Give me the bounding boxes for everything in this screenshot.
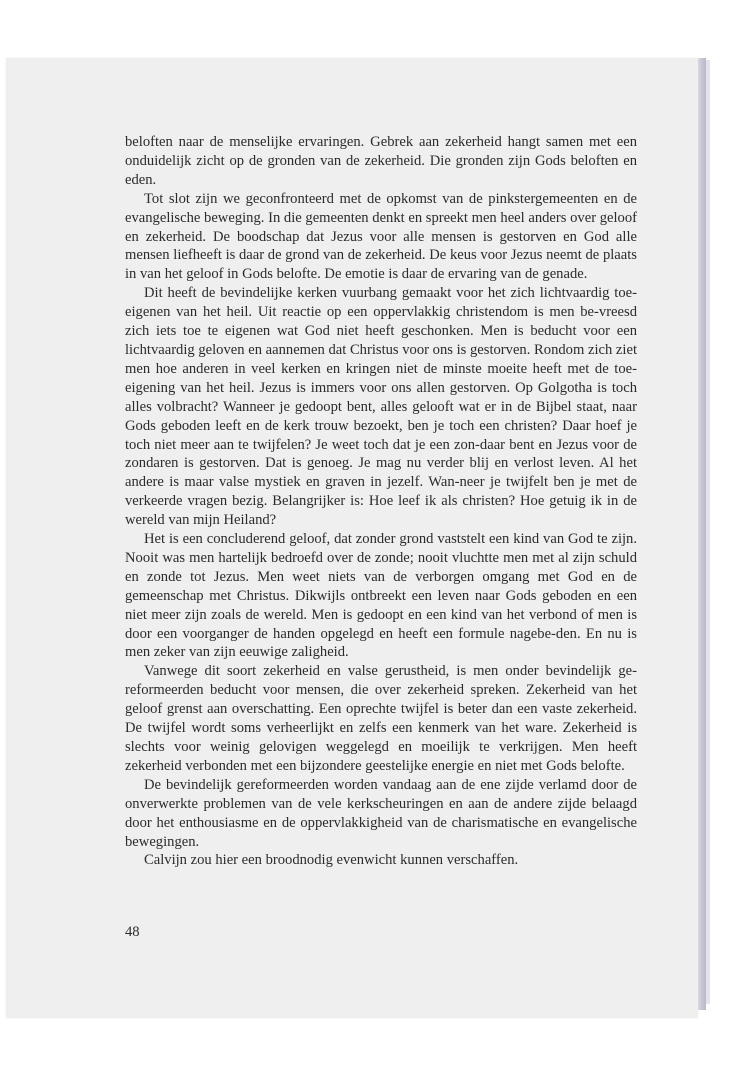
paragraph-4: Het is een concluderend geloof, dat zonder grond vaststelt een kind van God te zijn. Nooit was men hartelijk bedroefd over de zonde; nooit vluchtte men met al zijn schuld en zonde tot Jezus. Men weet niets van de verborgen omgang met God en de gemeenschap met Christus. Dikwijls ontbreekt een leven naar Gods geboden en een niet meer zijn zoals de wereld. Men is gedoopt en een kind van het verbond of men is door een voorganger de handen opgelegd en heeft een formule nagebe-den. En nu is men zeker van zijn eeuwige zaligheid. (125, 531, 637, 661)
body-text (125, 133, 637, 870)
paragraph-2: Tot slot zijn we geconfronteerd met de opkomst van de pinkstergemeenten en de evangelische beweging. In die gemeenten denkt en spreekt men heel anders over geloof en zekerheid. De boodschap dat Jezus voor alle mensen is gestorven en God alle mensen liefheeft is daar de grond van de zekerheid. De keus voor Jezus neemt de plaats in van het geloof in Gods belofte. De emotie is daar de ervaring van de genade. (125, 190, 637, 283)
page-edge-outer (706, 60, 710, 1004)
paragraph-5: Vanwege dit soort zekerheid en valse gerustheid, is men onder bevindelijk ge-reformeerden beducht voor mensen, die over zekerheid spreken. Zekerheid van het geloof grenst aan overschatting. Een oprechte twijfel is beter dan een vaste zekerheid. De twijfel wordt soms verheerlijkt en zelfs een kenmerk van het ware. Zekerheid is slechts voor weinig gelovigen weggelegd en moeilijk te verkrijgen. Men heeft zekerheid verbonden met een bijzondere geestelijke energie en niet met Gods belofte. (125, 663, 637, 774)
paragraph-6: De bevindelijk gereformeerden worden vandaag aan de ene zijde verlamd door de onverwerkte problemen van de vele kerkscheuringen en aan de andere zijde belaagd door het enthousiasme en de oppervlakkigheid van de charismatische en evangelische bewegingen. (125, 776, 637, 850)
paragraph-1: beloften naar de menselijke ervaringen. Gebrek aan zekerheid hangt samen met een onduidelijk zicht op de gronden van de zekerheid. Die gronden zijn Gods beloften en eden. (125, 134, 637, 188)
page-edge-shadow (698, 58, 706, 1010)
paragraph-3: Dit heeft de bevindelijke kerken vuurbang gemaakt voor het zich lichtvaardig toe-eigenen van het heil. Uit reactie op een oppervlakkig christendom is men be-vreesd zich iets toe te eigenen wat God niet heeft geschonken. Men is beducht voor een lichtvaardig geloven en aannemen dat Christus voor ons is gestorven. Rondom zich ziet men hoe anderen in veel kerken en kringen niet de minste moeite heeft met de toe-eigening van het heil. Jezus is immers voor ons allen gestorven. Op Golgotha is toch alles volbracht? Wanneer je gedoopt bent, alles gelooft wat er in de Bijbel staat, naar Gods geboden leeft en de kerk trouw bezoekt, ben je toch een christen? Daar hoef je toch niet meer aan te twijfelen? Je weet toch dat je een zon-daar bent en Jezus voor de zondaren is gestorven. Dat is genoeg. Je mag nu verder blij en verlost leven. Al het andere is maar valse mystiek en graven in jezelf. Wan-neer je twijfelt ben je met de verkeerde vragen bezig. Belangrijker is: Hoe leef ik als christen? Hoe getuig ik in de wereld van mijn Heiland? (125, 285, 637, 529)
page-number: 48 (125, 924, 140, 940)
paragraph-7: Calvijn zou hier een broodnodig evenwicht kunnen verschaffen. (144, 852, 519, 869)
